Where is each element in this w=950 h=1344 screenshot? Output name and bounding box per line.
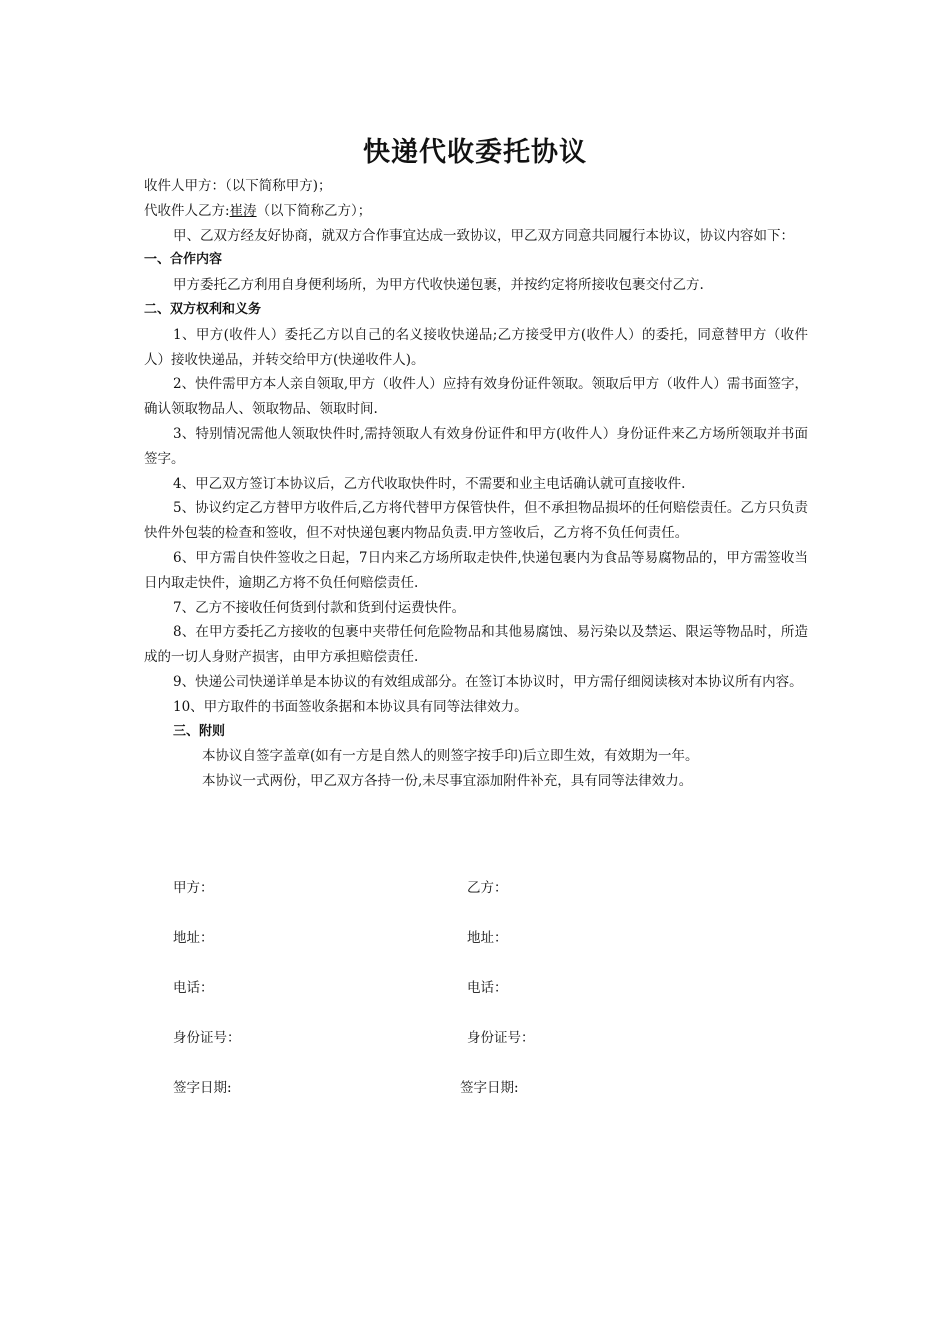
annex-paragraph-2: 本协议一式两份，甲乙双方各持一份,未尽事宜添加附件补充，具有同等法律效力。 <box>202 773 693 790</box>
clause-1: 1、甲方(收件人）委托乙方以自己的名义接收快递品;乙方接受甲方(收件人）的委托，同意替甲方（收件人）接收快递品，并转交给甲方(快递收件人)。 <box>144 326 808 368</box>
section1-heading: 一、合作内容 <box>144 252 223 268</box>
sig-right-id: 身份证号： <box>467 1030 535 1046</box>
clause-7: 7、乙方不接收任何货到付款和货到付运费快件。 <box>173 599 466 616</box>
clause-6: 6、甲方需自快件签收之日起，7日内来乙方场所取走快件,快递包裹内为食品等易腐物品的，甲方需签收当日内取走快件，逾期乙方将不负任何赔偿责任. <box>144 549 808 591</box>
clause-8: 8、在甲方委托乙方接收的包裹中夹带任何危险物品和其他易腐蚀、易污染以及禁运、限运等物品时，所造成的一切人身财产损害，由甲方承担赔偿责任. <box>144 624 808 666</box>
document-title: 快递代收委托协议 <box>363 137 587 168</box>
clause-9: 9、快递公司快递详单是本协议的有效组成部分。在签订本协议时，甲方需仔细阅读核对本协议所有内容。 <box>173 673 803 690</box>
clause-3: 3、特别情况需他人领取快件时,需持领取人有效身份证件和甲方(收件人）身份证件来乙方场所领取并书面签字。 <box>144 425 808 467</box>
sig-left-party: 甲方： <box>173 880 214 896</box>
sig-right-phone: 电话： <box>467 980 508 996</box>
party-b-line <box>144 199 808 224</box>
sig-right-party: 乙方： <box>467 880 508 896</box>
sig-left-phone: 电话： <box>173 980 214 996</box>
clause-4: 4、甲乙双方签订本协议后，乙方代收取快件时，不需要和业主电话确认就可直接收件. <box>173 475 686 492</box>
clause-10: 10、甲方取件的书面签收条据和本协议具有同等法律效力。 <box>173 698 528 715</box>
sig-left-address: 地址： <box>173 930 214 946</box>
section1-text: 甲方委托乙方利用自身便利场所，为甲方代收快递包裹，并按约定将所接收包裹交付乙方. <box>173 277 704 294</box>
clause-2: 2、快件需甲方本人亲自领取,甲方（收件人）应持有效身份证件领取。领取后甲方（收件人）需书面签字，确认领取物品人、领取物品、领取时间. <box>144 376 808 418</box>
sig-left-date: 签字日期: <box>173 1080 232 1096</box>
party-b-prefix: 代收件人乙方: <box>144 202 230 219</box>
sig-left-id: 身份证号： <box>173 1030 241 1046</box>
clause-5: 5、协议约定乙方替甲方收件后,乙方将代替甲方保管快件，但不承担物品损坏的任何赔偿责任。乙方只负责快件外包装的检查和签收，但不对快递包裹内物品负责.甲方签收后，乙方将不负任何责任。 <box>144 500 808 542</box>
intro-paragraph: 甲、乙双方经友好协商，就双方合作事宜达成一致协议，甲乙双方同意共同履行本协议，协议内容如下： <box>173 227 794 244</box>
party-b-name: 崔涛 <box>229 202 257 219</box>
document-body <box>144 174 808 794</box>
section2-heading: 二、双方权利和义务 <box>144 301 262 317</box>
sig-right-date: 签字日期: <box>460 1080 519 1096</box>
annex-paragraph-1: 本协议自签字盖章(如有一方是自然人的则签字按手印)后立即生效，有效期为一年。 <box>202 748 699 765</box>
sig-right-address: 地址： <box>467 930 508 946</box>
section3-heading: 三、附则 <box>173 723 226 739</box>
party-b-suffix: （以下简称乙方）； <box>256 202 372 219</box>
party-a-line: 收件人甲方：（以下简称甲方)； <box>144 178 332 194</box>
